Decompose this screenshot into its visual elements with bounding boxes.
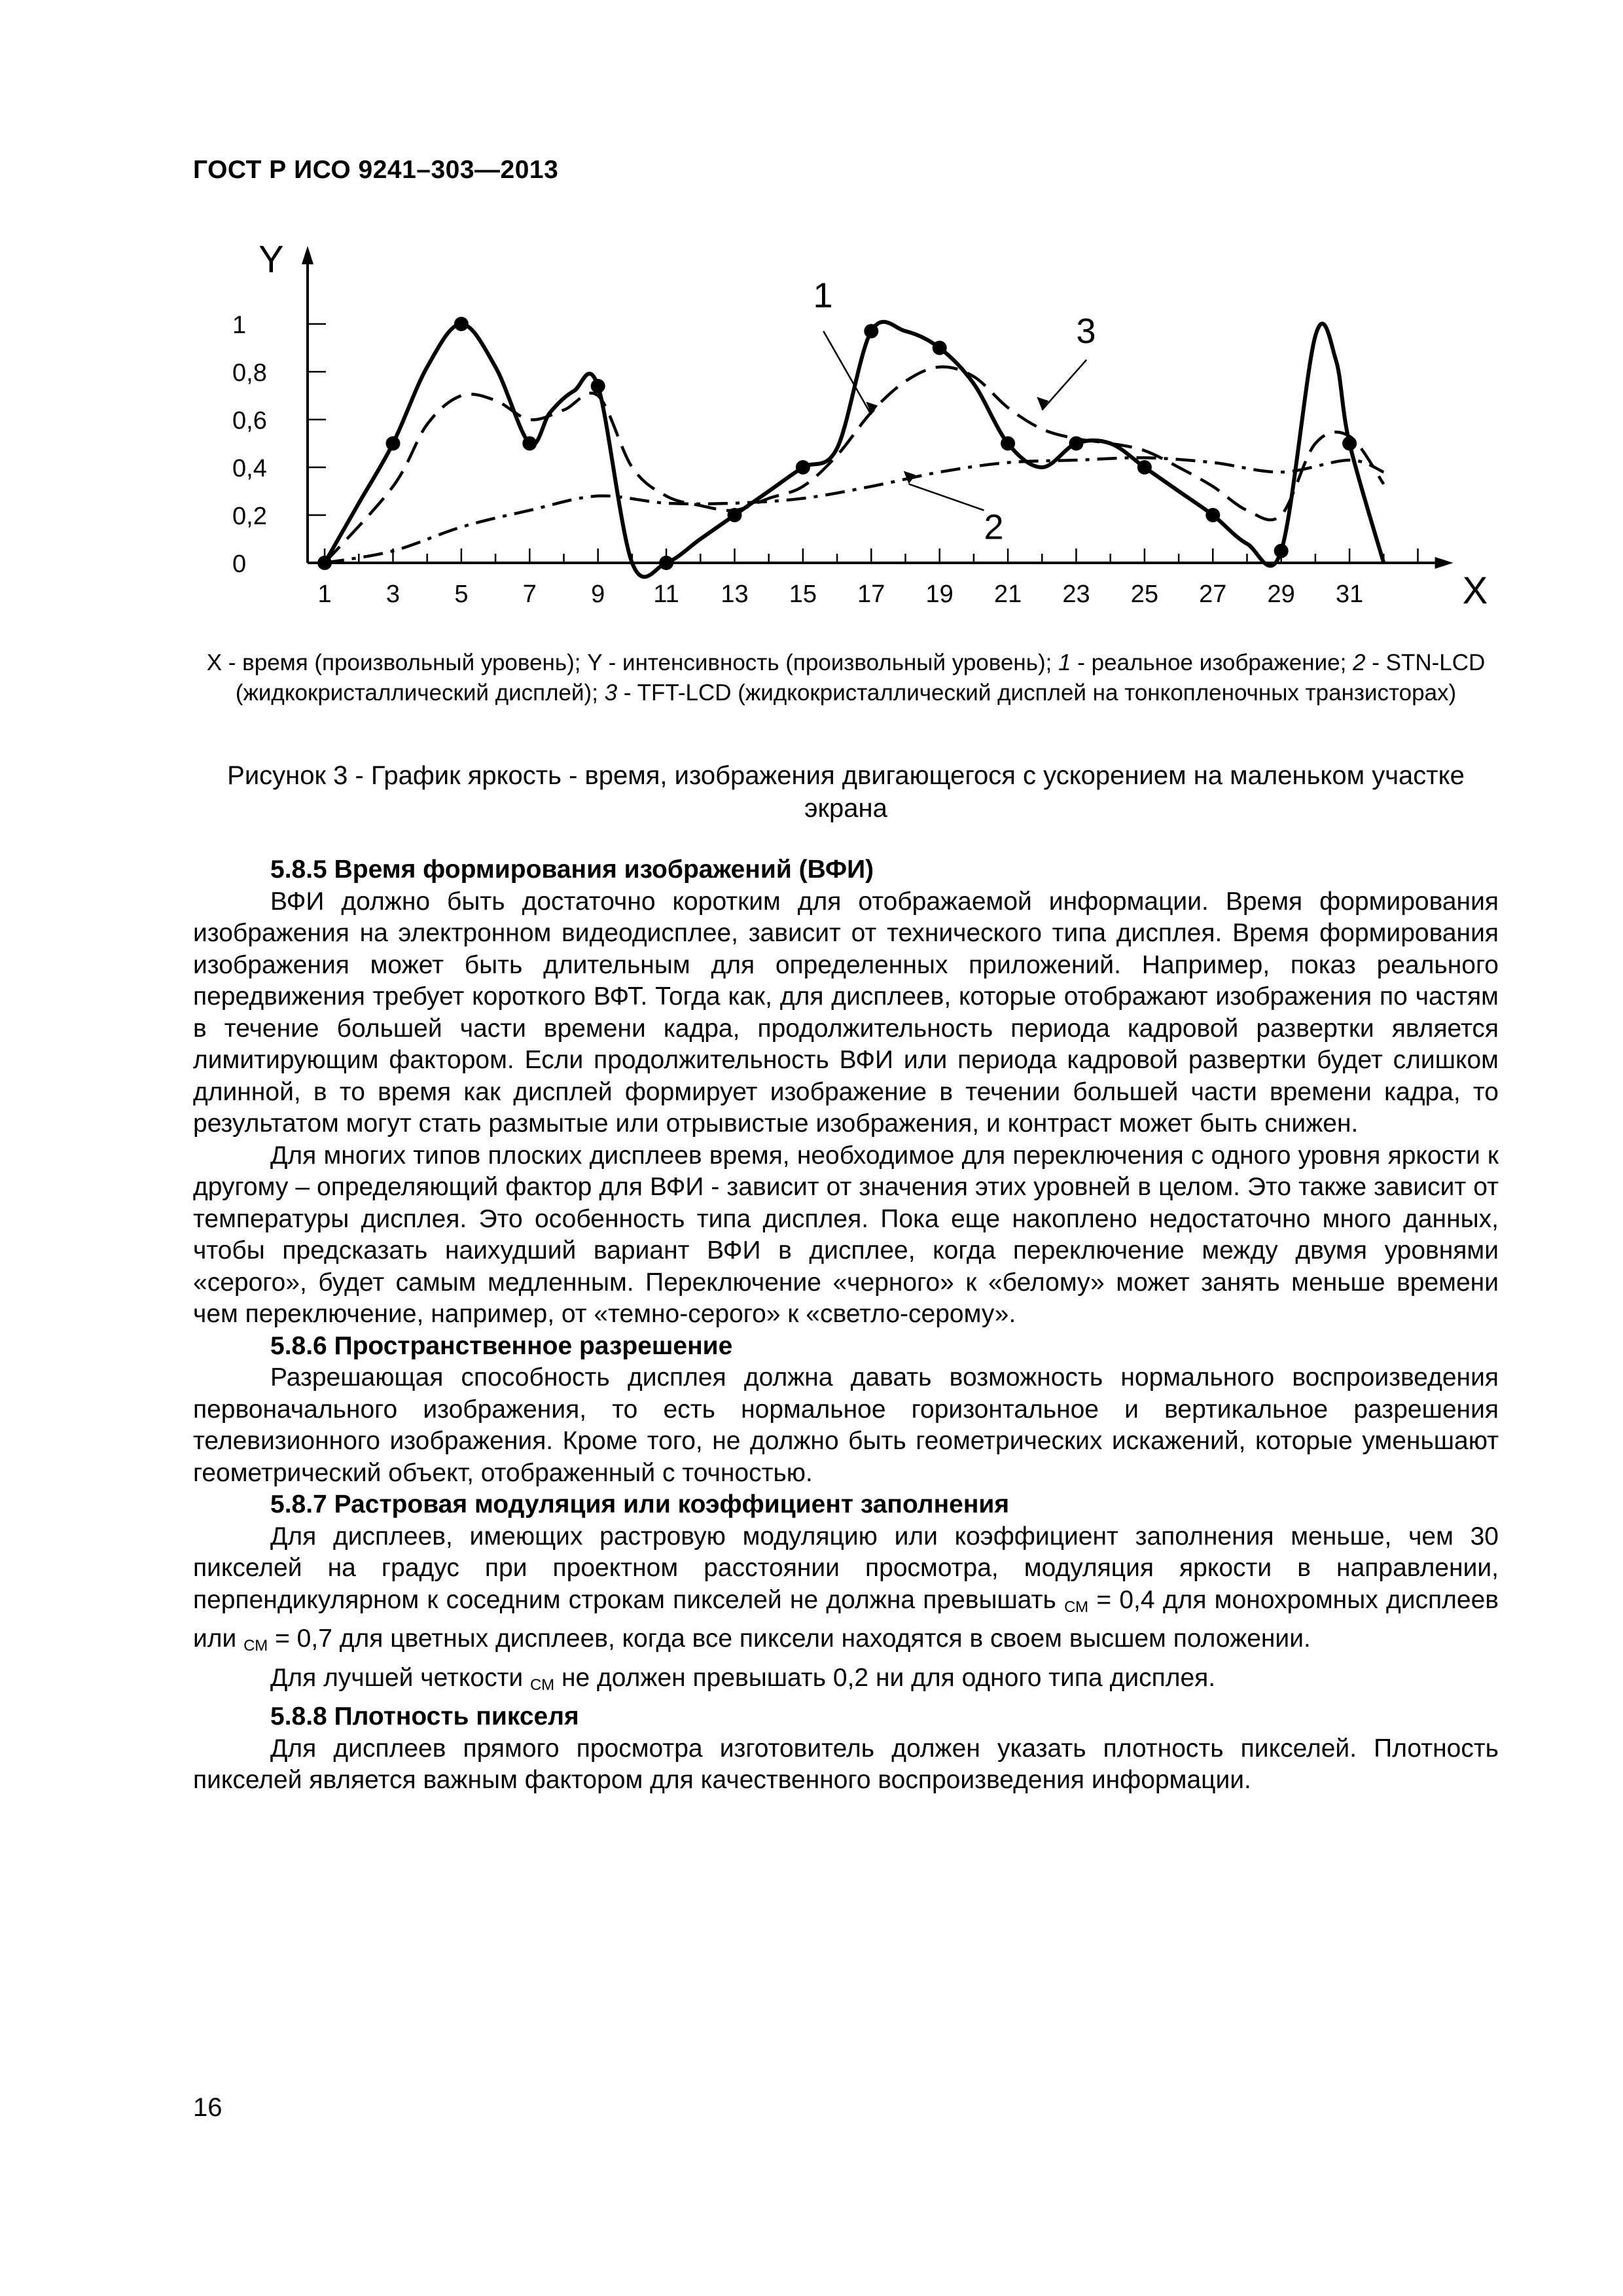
body-text [193, 854, 1499, 1797]
y-axis-arrow [302, 246, 313, 264]
series-1-point [1274, 544, 1289, 558]
subscript-cm: СМ [530, 1676, 555, 1694]
x-tick-label: 5 [454, 581, 469, 608]
paragraph [193, 1662, 1499, 1702]
x-tick-label: 21 [993, 581, 1022, 608]
x-tick-label: 29 [1267, 581, 1295, 608]
page-number: 16 [193, 2093, 223, 2122]
annotation-2-label: 2 [984, 507, 1004, 547]
section-heading-5-8-6: 5.8.6 Пространственное разрешение [270, 1331, 733, 1360]
series-1-point [454, 317, 469, 331]
y-tick-label: 1 [232, 312, 247, 339]
text-run: Для дисплеев, имеющих растровую модуляцию или коэффициент заполнения меньше, чем 30 пикселей на градус при проектном расстоянии просмотра, модуляция яркости в направлении, перпендикулярном к соседним строкам пикселей не должна превышать [193, 1522, 1499, 1614]
x-tick-label: 17 [857, 581, 885, 608]
x-tick-label: 13 [721, 581, 749, 608]
legend-part: 3 [604, 680, 618, 706]
legend-part: X - время (произвольный уровень); Y - интенсивность (произвольный уровень); [206, 650, 1059, 675]
section-heading-5-8-7: 5.8.7 Растровая модуляция или коэффициент заполнения [270, 1490, 1010, 1518]
series-1-point [659, 556, 673, 570]
text-run: = 0,4 для монохромных дисплеев или [193, 1585, 1499, 1653]
series-1-point [386, 437, 401, 451]
x-tick-label: 25 [1130, 581, 1159, 608]
annotation-2-leader [909, 484, 984, 511]
subscript-cm: СМ [1064, 1598, 1089, 1616]
y-tick-label: 0,8 [232, 359, 267, 387]
annotation-3-leader [1042, 360, 1086, 410]
brightness-time-chart [216, 223, 1488, 628]
x-tick-label: 31 [1335, 581, 1364, 608]
series-1-point [1001, 437, 1015, 451]
y-tick-label: 0 [232, 550, 247, 578]
subscript-cm: СМ [243, 1637, 268, 1655]
y-tick-label: 0,4 [232, 455, 267, 482]
series-1-point [1342, 437, 1357, 451]
paragraph: ВФИ должно быть достаточно коротким для отображаемой информации. Время формирования изображения на электронном видеодисплее, зависит от технического типа дисплея. Время формирования изображения может быть длительным для определенных приложений. Например, показ реального передвижения требует короткого ВФТ. Тогда как, для дисплеев, которые отображают изображения по частям в течение большей части времени кадра, продолжительность периода кадровой развертки является лимитирующим фактором. Если продолжительность ВФИ или периода кадровой развертки будет слишком длинной, в то время как дисплей формирует изображение в течении большей части времени кадра, то результатом могут стать размытые или отрывистые изображения, и контраст может быть снижен. [193, 887, 1499, 1138]
paragraph: Разрешающая способность дисплея должна давать возможность нормального воспроизведения первоначального изображения, то есть нормальное горизонтальное и вертикальное разрешения телевизионного изображения. Кроме того, не должно быть геометрических искажений, которые уменьшают геометрический объект, отображенный с точностью. [193, 1363, 1499, 1487]
legend-part: - реальное изображение; [1071, 650, 1353, 675]
paragraph [193, 1521, 1499, 1662]
x-axis-label: X [1462, 569, 1488, 612]
legend-part: - TFT-LCD (жидкокристаллический дисплей на тонкопленочных транзисторах) [617, 680, 1457, 706]
x-tick-label: 7 [522, 581, 537, 608]
legend-part: 2 [1353, 650, 1366, 675]
text-run: = 0,7 для цветных дисплеев, когда все пиксели находятся в своем высшем положении. [268, 1624, 1311, 1653]
text-run: Для лучшей четкости [270, 1663, 531, 1692]
y-axis-label: Y [259, 238, 284, 281]
annotation-1-label: 1 [813, 276, 833, 315]
legend-part: - STN-LCD (жидкокристаллический дисплей); [235, 650, 1486, 706]
series-1-point [1137, 460, 1152, 475]
legend-part: 1 [1058, 650, 1071, 675]
x-tick-label: 27 [1199, 581, 1227, 608]
paragraph: Для многих типов плоских дисплеев время, необходимое для переключения с одного уровня яркости к другому – определяющий фактор для ВФИ - зависит от значения этих уровней в целом. Это также зависит от температуры дисплея. Это особенность типа дисплея. Пока еще накоплено недостаточно много данных, чтобы предсказать наихудший вариант ВФИ в дисплее, когда переключение между двумя уровнями «серого», будет самым медленным. Переключение «черного» к «белому» может занять меньше времени чем переключение, например, от «темно-серого» к «светло-серому». [193, 1141, 1499, 1328]
x-tick-label: 9 [591, 581, 605, 608]
x-tick-label: 23 [1062, 581, 1090, 608]
text-run: не должен превышать 0,2 ни для одного типа дисплея. [554, 1663, 1216, 1692]
x-axis-arrow [1435, 557, 1454, 569]
x-tick-label: 3 [385, 581, 401, 608]
y-tick-label: 0,6 [232, 407, 267, 435]
section-heading-5-8-8: 5.8.8 Плотность пикселя [270, 1702, 579, 1731]
x-tick-label: 15 [789, 581, 817, 608]
series-1-line [325, 322, 1383, 577]
series-1-point [522, 437, 537, 451]
section-heading-5-8-5: 5.8.5 Время формирования изображений (ВФИ) [270, 855, 874, 884]
series-1-point [591, 379, 605, 393]
paragraph: Для дисплеев прямого просмотра изготовитель должен указать плотность пикселей. Плотность пикселей является важным фактором для качественного воспроизведения информации. [193, 1734, 1499, 1794]
figure-title: Рисунок 3 - График яркость - время, изображения двигающегося с ускорением на маленьком участке экрана [227, 761, 1465, 823]
series-1-point [864, 324, 878, 338]
series-2-line [325, 457, 1383, 563]
series-1-point [796, 460, 810, 475]
series-1-point [1205, 508, 1220, 522]
x-tick-label: 19 [925, 581, 954, 608]
document-header: ГОСТ Р ИСО 9241–303—2013 [193, 156, 559, 184]
x-tick-label: 11 [653, 581, 679, 608]
y-tick-label: 0,2 [232, 503, 267, 530]
annotation-3-label: 3 [1076, 312, 1096, 351]
series-1-point [933, 341, 947, 355]
figure-legend [193, 648, 1499, 708]
x-tick-label: 1 [317, 581, 332, 608]
